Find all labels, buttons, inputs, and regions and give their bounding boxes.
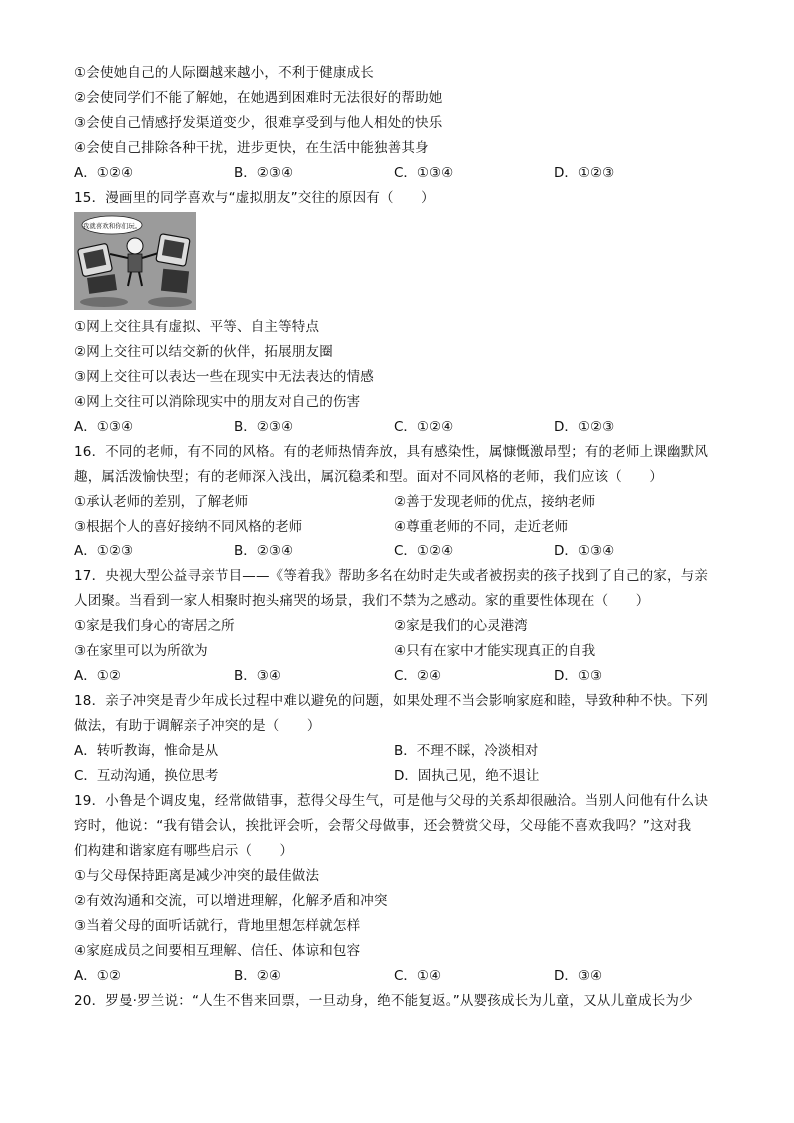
q19-option-d: D．③④	[554, 968, 603, 984]
q15-item-1: ①网上交往具有虚拟、平等、自主等特点	[74, 319, 320, 335]
q15-item-2: ②网上交往可以结交新的伙伴，拓展朋友圈	[74, 344, 333, 360]
q16-stem-line-1: 16．不同的老师，有不同的风格。有的老师热情奔放，具有感染性，属慷慨激昂型；有的老师上课幽默风	[74, 444, 709, 460]
q17-option-d: D．①③	[554, 668, 603, 684]
q17-item-4: ④只有在家中才能实现真正的自我	[394, 643, 596, 659]
q15-cartoon-image	[74, 212, 196, 310]
q14-option-d: D．①②③	[554, 165, 615, 181]
q16-option-a: A．①②③	[74, 543, 134, 559]
q19-option-b: B．②④	[234, 968, 281, 984]
q16-stem-line-2: 趣，属活泼愉快型；有的老师深入浅出，属沉稳柔和型。面对不同风格的老师，我们应该（ ）	[74, 469, 664, 485]
q16-option-c: C．①②④	[394, 543, 454, 559]
q15-option-c: C．①②④	[394, 419, 454, 435]
q15-stem: 15．漫画里的同学喜欢与“虚拟朋友”交往的原因有（ ）	[74, 190, 435, 206]
q14-option-a: A．①②④	[74, 165, 134, 181]
q18-stem-line-2: 做法，有助于调解亲子冲突的是（ ）	[74, 718, 321, 734]
q14-option-b: B．②③④	[234, 165, 294, 181]
q17-item-3: ③在家里可以为所欲为	[74, 643, 208, 659]
q17-option-c: C．②④	[394, 668, 442, 684]
q15-item-3: ③网上交往可以表达一些在现实中无法表达的情感	[74, 369, 375, 385]
q19-stem-line-3: 们构建和谐家庭有哪些启示（ ）	[74, 843, 294, 859]
q19-item-1: ①与父母保持距离是减少冲突的最佳做法	[74, 868, 320, 884]
q14-item-4: ④会使自己排除各种干扰，进步更快，在生活中能独善其身	[74, 140, 429, 156]
q19-stem-line-2: 窍时，他说：“我有错会认，挨批评会听，会帮父母做事，还会赞赏父母，父母能不喜欢我吗？”这对我	[74, 818, 692, 834]
q15-option-b: B．②③④	[234, 419, 294, 435]
q17-item-1: ①家是我们身心的寄居之所	[74, 618, 235, 634]
q19-item-2: ②有效沟通和交流，可以增进理解，化解矛盾和冲突	[74, 893, 388, 909]
q18-option-d: D．固执己见，绝不退让	[394, 768, 540, 784]
q15-item-4: ④网上交往可以消除现实中的朋友对自己的伤害	[74, 394, 361, 410]
q16-option-d: D．①③④	[554, 543, 615, 559]
cartoon-bubble-text: 我就喜欢和你们玩。	[82, 222, 142, 230]
q18-stem-line-1: 18．亲子冲突是青少年成长过程中难以避免的问题，如果处理不当会影响家庭和睦，导致种种不快。下列	[74, 693, 709, 709]
q15-option-a: A．①③④	[74, 419, 134, 435]
q18-option-c: C．互动沟通，换位思考	[74, 768, 219, 784]
q19-option-a: A．①②	[74, 968, 121, 984]
q17-item-2: ②家是我们的心灵港湾	[394, 618, 528, 634]
q14-item-1: ①会使她自己的人际圈越来越小，不利于健康成长	[74, 65, 375, 81]
q17-stem-line-1: 17．央视大型公益寻亲节目——《等着我》帮助多名在幼时走失或者被拐卖的孩子找到了自己的家，与亲	[74, 568, 709, 584]
q19-item-3: ③当着父母的面听话就行，背地里想怎样就怎样	[74, 918, 361, 934]
q16-option-b: B．②③④	[234, 543, 294, 559]
q18-option-a: A．转听教诲，惟命是从	[74, 743, 219, 759]
q16-item-4: ④尊重老师的不同，走近老师	[394, 519, 569, 535]
q17-option-a: A．①②	[74, 668, 121, 684]
q16-item-3: ③根据个人的喜好接纳不同风格的老师	[74, 519, 303, 535]
q14-item-3: ③会使自己情感抒发渠道变少，很难享受到与他人相处的快乐	[74, 115, 443, 131]
q15-option-d: D．①②③	[554, 419, 615, 435]
q14-item-2: ②会使同学们不能了解她，在她遇到困难时无法很好的帮助她	[74, 90, 443, 106]
q14-option-c: C．①③④	[394, 165, 454, 181]
q17-stem-line-2: 人团聚。当看到一家人相聚时抱头痛哭的场景，我们不禁为之感动。家的重要性体现在（ ）	[74, 593, 650, 609]
q16-item-2: ②善于发现老师的优点，接纳老师	[394, 494, 596, 510]
q19-option-c: C．①④	[394, 968, 442, 984]
q16-item-1: ①承认老师的差别，了解老师	[74, 494, 249, 510]
q18-option-b: B．不理不睬，冷淡相对	[394, 743, 539, 759]
q20-stem-line-1: 20．罗曼·罗兰说：“人生不售来回票，一旦动身，绝不能复返。”从婴孩成长为儿童，又从儿童成长为少	[74, 993, 693, 1009]
q19-stem-line-1: 19．小鲁是个调皮鬼，经常做错事，惹得父母生气，可是他与父母的关系却很融洽。当别人问他有什么诀	[74, 793, 709, 809]
q19-item-4: ④家庭成员之间要相互理解、信任、体谅和包容	[74, 943, 361, 959]
q17-option-b: B．③④	[234, 668, 281, 684]
